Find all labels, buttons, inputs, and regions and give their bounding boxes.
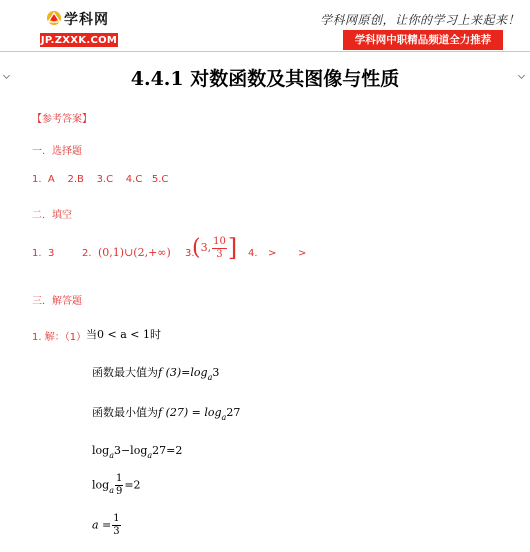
- diff-b: 3−log: [113, 444, 148, 457]
- logo-text: 学科网: [64, 12, 109, 28]
- min-math: f (27) = log: [158, 406, 222, 419]
- max-text: 函数最大值为: [92, 366, 158, 379]
- solution-line-diff: [92, 444, 183, 460]
- fill-q3-frac-den: 3: [216, 248, 223, 260]
- fill-q3-left-paren: (: [192, 235, 201, 261]
- banner[interactable]: 学科网中职精品频道全力推荐: [343, 30, 503, 50]
- solution-line-min: [92, 404, 240, 420]
- fill-q3-right-bracket: ]: [227, 234, 238, 262]
- logo-icon: [46, 10, 62, 26]
- page-title: 4.4.1 对数函数及其图像与性质: [130, 68, 400, 90]
- slogan: 学科网原创，让你的学习上来起来！: [320, 13, 521, 27]
- logo: [40, 8, 118, 47]
- logfrac-sub: a: [109, 485, 114, 495]
- fill-q4-num: 4.: [248, 248, 258, 259]
- logo-url[interactable]: JP.ZXXK.COM: [40, 35, 118, 46]
- solution-condition: 当0 < a < 1时: [86, 328, 161, 341]
- solution-line-log-frac: [92, 474, 141, 497]
- fill-q3-num: 3.: [185, 248, 195, 259]
- fill-q1-answer: 3: [48, 248, 55, 259]
- min-text: 函数最小值为: [92, 406, 158, 419]
- logfrac-end: =2: [124, 478, 141, 492]
- section1-heading: 一．选择题: [32, 146, 82, 157]
- header-divider: [0, 51, 530, 52]
- diff-sub2: a: [147, 451, 153, 460]
- section2-heading: 二．填空: [32, 210, 72, 221]
- max-end: 3: [212, 366, 220, 379]
- fill-q3-a: 3,: [200, 241, 212, 254]
- section1-answers: 1. A 2.B 3.C 4.C 5.C: [32, 174, 169, 185]
- max-math: f (3)=log: [158, 366, 208, 379]
- aval-num: 1: [113, 513, 120, 524]
- min-sub: a: [221, 413, 227, 422]
- fill-q2-num: 2.: [82, 248, 92, 259]
- solution-line-max: [92, 364, 219, 380]
- logfrac-a: log: [92, 478, 110, 492]
- fill-q3-fraction: [212, 237, 227, 260]
- solution-q1-label: 1. 解：（1）: [32, 332, 87, 343]
- logfrac-den: 9: [115, 486, 123, 497]
- solution-line-a-value: [92, 514, 122, 537]
- diff-a: log: [92, 444, 110, 457]
- fill-q1-num: 1.: [32, 248, 42, 259]
- fill-q4-answer-a: >: [268, 248, 277, 259]
- fill-q4-answer-b: >: [298, 248, 307, 259]
- max-sub: a: [207, 373, 213, 382]
- fill-q3-answer: [192, 234, 237, 262]
- diff-sub1: a: [109, 451, 114, 460]
- section3-heading: 三．解答题: [32, 296, 82, 307]
- aval-fraction: [112, 514, 120, 537]
- min-end: 27: [226, 406, 241, 419]
- diff-c: 27=2: [152, 444, 183, 457]
- answers-label: 【参考答案】: [32, 114, 92, 125]
- fill-q3-frac-num: 10: [213, 235, 226, 247]
- logfrac-fraction: [115, 474, 123, 497]
- aval-den: 3: [113, 526, 120, 537]
- aval-a: a =: [92, 518, 112, 532]
- fill-q2-answer: (0,1)∪(2,+∞): [98, 246, 171, 259]
- logfrac-num: 1: [115, 473, 123, 484]
